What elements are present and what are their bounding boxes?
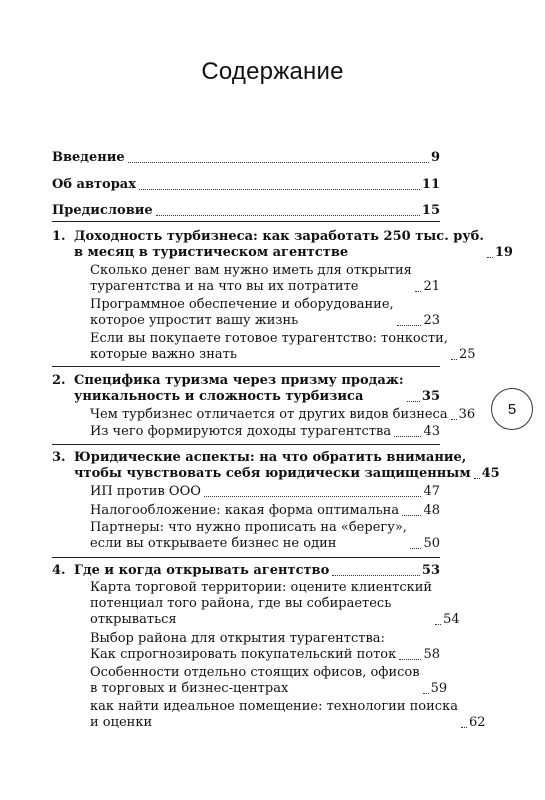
toc-subentry[interactable] [90, 503, 440, 519]
toc-entry-label: Из чего формируются доходы турагентства [90, 424, 392, 439]
toc-entry-label: Юридические аспекты: на что обратить внимание, чтобы чувствовать себя юридически защищенным [74, 450, 471, 481]
toc-entry-page: 45 [481, 466, 500, 481]
toc-subentry[interactable] [90, 484, 440, 500]
leader-dots [451, 419, 457, 420]
toc-entry-label: ИП против ООО [90, 484, 201, 499]
toc-entry-page: 47 [423, 484, 440, 499]
leader-dots [128, 162, 429, 163]
leader-dots [415, 291, 422, 292]
toc-subentry[interactable] [90, 407, 476, 423]
section-divider [52, 221, 440, 222]
leader-dots [474, 478, 480, 479]
leader-dots [156, 215, 420, 216]
toc-entry-preface[interactable] [52, 203, 440, 219]
toc-chapter-4[interactable] [52, 563, 440, 579]
toc-chapter-3[interactable] [52, 450, 500, 482]
toc-entry-page: 59 [430, 681, 448, 696]
chapter-number: 2. [52, 373, 66, 388]
leader-dots [435, 624, 441, 625]
toc-entry-label: Предисловие [52, 203, 153, 218]
toc-entry-page: 54 [443, 612, 460, 627]
leader-dots [332, 575, 420, 576]
toc-entry-label: Сколько денег вам нужно иметь для открытия турагентства и на что вы их потратите [90, 263, 412, 294]
toc-entry-label: Об авторах [52, 177, 136, 192]
toc-entry-label: Введение [52, 150, 125, 165]
leader-dots [461, 727, 467, 728]
toc-subentry[interactable] [90, 520, 440, 552]
leader-dots [410, 548, 422, 549]
toc-chapter-2[interactable] [52, 373, 440, 405]
leader-dots [423, 693, 429, 694]
toc-entry-label: Особенности отдельно стоящих офисов, офисов в торговых и бизнес-центрах [90, 665, 420, 696]
toc-entry-label: Партнеры: что нужно прописать на «берегу», если вы открываете бизнес не один [90, 520, 407, 551]
leader-dots [407, 401, 420, 402]
toc-entry-page: 21 [423, 279, 440, 294]
toc-entry-label: Налогообложение: какая форма оптимальна [90, 503, 400, 518]
chapter-number: 4. [52, 563, 66, 578]
chapter-number: 3. [52, 450, 66, 465]
toc-subentry[interactable] [90, 631, 440, 663]
toc-entry-page: 9 [430, 150, 440, 165]
toc-entry-page: 15 [421, 203, 440, 218]
toc-entry-page: 48 [423, 503, 440, 518]
toc-entry-page: 35 [421, 389, 440, 404]
toc-subentry[interactable] [90, 665, 448, 697]
leader-dots [204, 496, 422, 497]
leader-dots [399, 659, 421, 660]
toc-entry-label: Специфика туризма через призму продаж: уникальность и сложность турбизиса [74, 373, 404, 404]
toc-entry-page: 58 [423, 647, 440, 662]
toc-entry-label: Если вы покупаете готовое турагентство: тонкости, которые важно знать [90, 331, 448, 362]
page-title: Содержание [201, 58, 344, 85]
leader-dots [394, 436, 421, 437]
section-divider [52, 366, 440, 367]
leader-dots [487, 257, 493, 258]
toc-subentry[interactable] [90, 297, 440, 329]
toc-entry-label: Программное обеспечение и оборудование, которое упростит вашу жизнь [90, 297, 394, 328]
page-number-badge: 5 [491, 388, 533, 430]
section-divider [52, 557, 440, 558]
leader-dots [139, 189, 420, 190]
chapter-number: 1. [52, 229, 66, 244]
toc-entry-page: 23 [423, 313, 440, 328]
toc-entry-page: 53 [421, 563, 440, 578]
toc-entry-page: 11 [421, 177, 440, 192]
toc-entry-about-authors[interactable] [52, 177, 440, 193]
toc-entry-label: как найти идеальное помещение: технологии поиска и оценки [90, 699, 458, 730]
toc-entry-page: 62 [468, 715, 486, 730]
toc-entry-page: 25 [458, 347, 476, 362]
toc-subentry[interactable] [90, 424, 440, 440]
toc-entry-introduction[interactable] [52, 150, 440, 166]
toc-entry-page: 43 [423, 424, 440, 439]
toc-entry-label: Выбор района для открытия турагентства: Как спрогнозировать покупательский поток [90, 631, 397, 662]
toc-entry-label: Чем турбизнес отличается от других видов бизнеса [90, 407, 448, 422]
toc-entry-label: Карта торговой территории: оцените клиентский потенциал того района, где вы собираетесь открываться [90, 580, 433, 627]
toc-subentry[interactable] [90, 699, 486, 731]
section-divider [52, 444, 440, 445]
leader-dots [451, 359, 457, 360]
toc-subentry[interactable] [90, 580, 460, 628]
toc-entry-label: Доходность турбизнеса: как заработать 250 тыс. руб. в месяц в туристическом агентстве [74, 229, 484, 260]
toc-subentry[interactable] [90, 263, 440, 295]
toc-entry-page: 50 [423, 536, 440, 551]
toc-entry-page: 19 [494, 245, 513, 260]
toc-entry-page: 36 [458, 407, 476, 422]
toc-subentry[interactable] [90, 331, 476, 363]
toc-entry-label: Где и когда открывать агентство [74, 563, 330, 578]
leader-dots [397, 325, 422, 326]
leader-dots [402, 515, 421, 516]
toc-chapter-1[interactable] [52, 229, 513, 261]
